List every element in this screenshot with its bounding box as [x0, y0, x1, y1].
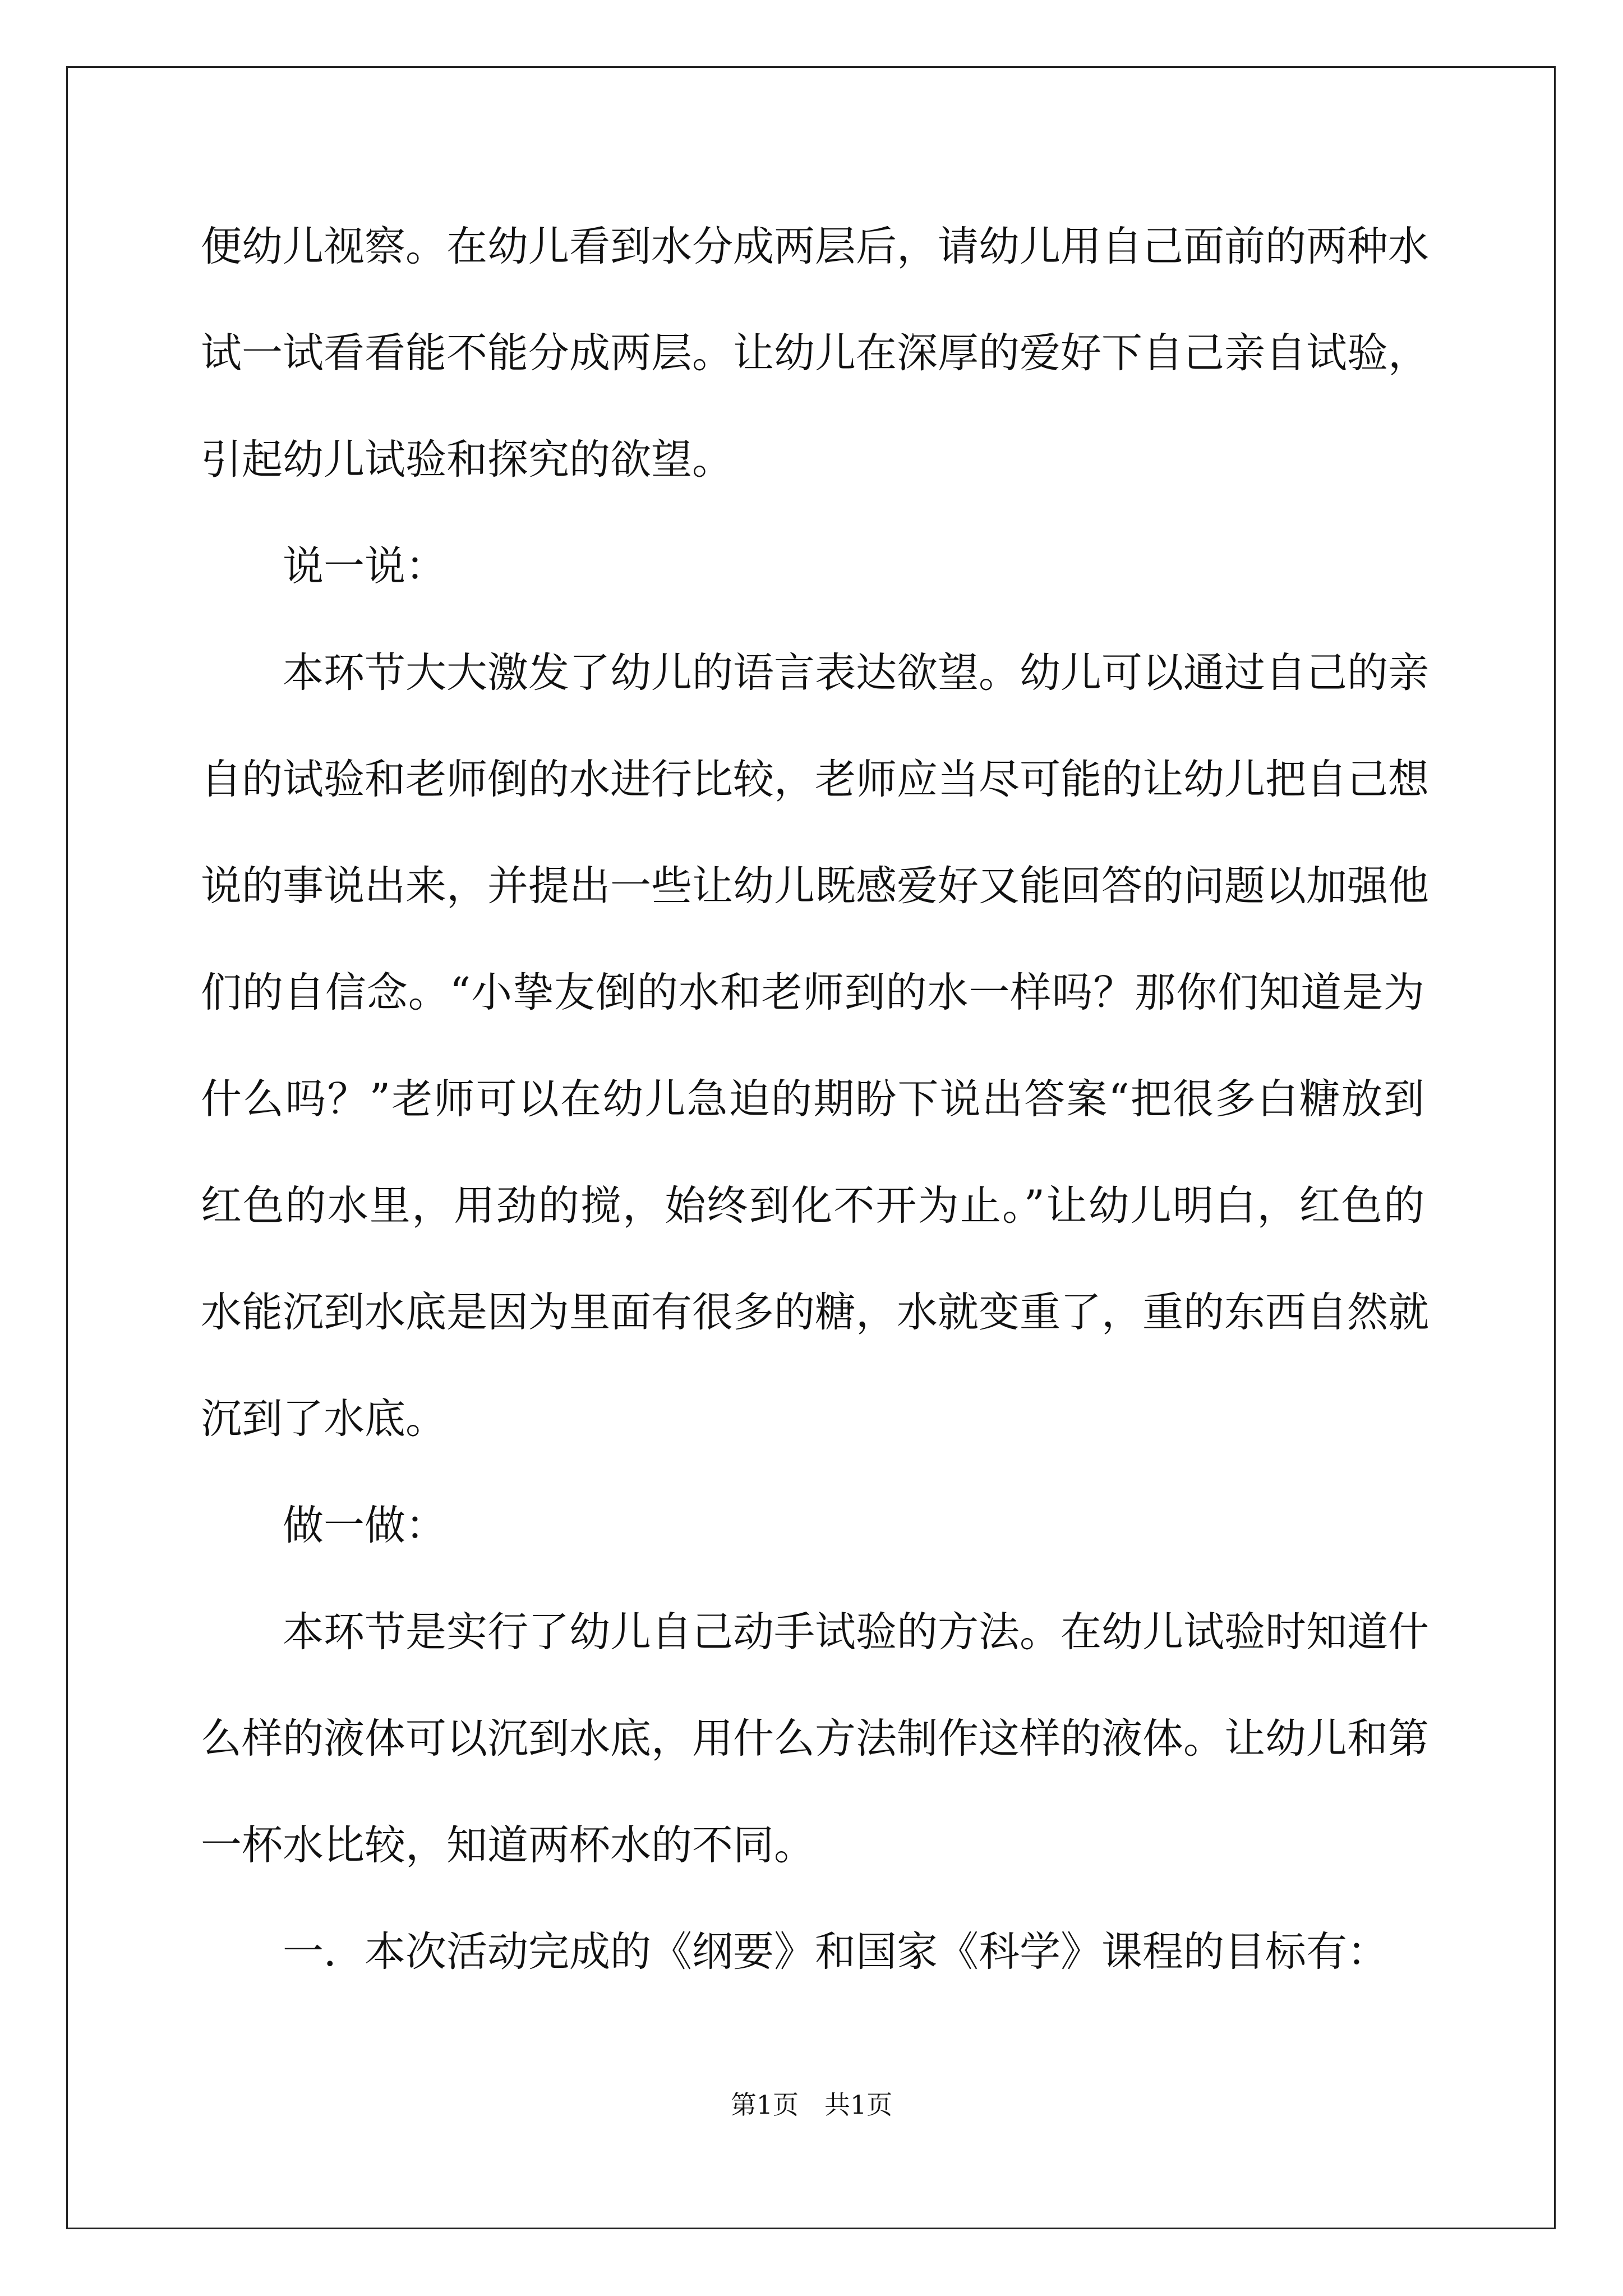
- text-line: 试一试看看能不能分成两层。让幼儿在深厚的爱好下自己亲自试验，: [201, 329, 1429, 377]
- page-border: [66, 66, 1556, 2229]
- text-line: 引起幼儿试验和探究的欲望。: [201, 436, 733, 484]
- section-heading: 做一做：: [283, 1502, 446, 1549]
- text-line: 们的自信念。“小挚友倒的水和老师到的水一样吗？那你们知道是为: [201, 969, 1424, 1016]
- text-line: 红色的水里，用劲的搅，始终到化不开为止。”让幼儿明白，红色的: [201, 1182, 1424, 1230]
- text-line: 水能沉到水底是因为里面有很多的糖，水就变重了，重的东西自然就: [201, 1289, 1429, 1336]
- text-line: 本环节大大激发了幼儿的语言表达欲望。幼儿可以通过自己的亲: [283, 649, 1429, 697]
- text-line: 说的事说出来，并提出一些让幼儿既感爱好又能回答的问题以加强他: [201, 862, 1429, 910]
- text-line: 自的试验和老师倒的水进行比较，老师应当尽可能的让幼儿把自己想: [201, 756, 1429, 803]
- text-line: 么样的液体可以沉到水底，用什么方法制作这样的液体。让幼儿和第: [201, 1715, 1429, 1763]
- text-line: 一杯水比较，知道两杯水的不同。: [201, 1821, 815, 1869]
- text-line: 一．本次活动完成的《纲要》和国家《科学》课程的目标有：: [283, 1928, 1388, 1976]
- text-line: 什么吗？”老师可以在幼儿急迫的期盼下说出答案“把很多白糖放到: [201, 1075, 1424, 1123]
- text-line: 便幼儿视察。在幼儿看到水分成两层后，请幼儿用自己面前的两种水: [201, 223, 1429, 270]
- text-line: 沉到了水底。: [201, 1395, 446, 1443]
- text-line: 本环节是实行了幼儿自己动手试验的方法。在幼儿试验时知道什: [283, 1608, 1429, 1656]
- page-number: 第1页 共1页: [730, 2090, 893, 2120]
- section-heading: 说一说：: [283, 542, 446, 590]
